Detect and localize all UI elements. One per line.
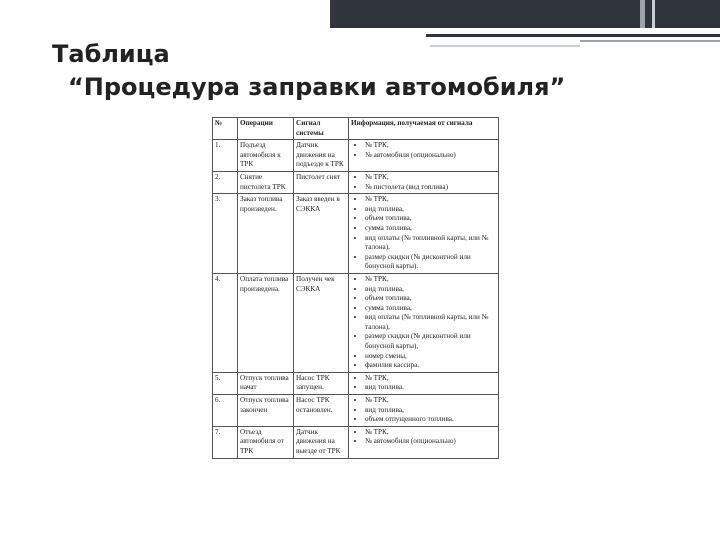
cell-signal: Насос ТРК запущен. [294, 372, 349, 394]
cell-num: 3. [213, 194, 238, 274]
cell-num: 2. [213, 171, 238, 193]
cell-info [349, 171, 499, 193]
procedure-table [212, 117, 499, 459]
info-list [351, 374, 496, 393]
cell-operation: Заказ топлива произведен. [238, 194, 294, 274]
header-num: № [213, 118, 238, 140]
info-list [351, 141, 496, 160]
info-item: • № ТРК, [365, 374, 496, 384]
info-item: • вид оплаты (№ топливной карты, или № талона), [365, 313, 496, 332]
title-rule-dark [426, 34, 720, 37]
cell-info [349, 426, 499, 458]
cell-info [349, 140, 499, 172]
info-item: • объем топлива, [365, 294, 496, 304]
cell-signal: Датчик движения на выезде от ТРК [294, 426, 349, 458]
cell-num: 6. [213, 395, 238, 427]
cell-operation: Оплата топлива произведена. [238, 273, 294, 372]
info-list [351, 396, 496, 425]
cell-num: 1. [213, 140, 238, 172]
info-item: • размер скидки (№ дисконтной или бонусной карты). [365, 253, 496, 272]
cell-operation: Отпуск топлива закончен [238, 395, 294, 427]
header-info: Информация, получаемая от сигнала [349, 118, 499, 140]
cell-info [349, 395, 499, 427]
info-list [351, 428, 496, 447]
cell-info [349, 194, 499, 274]
cell-operation: Отъезд автомобиля от ТРК [238, 426, 294, 458]
info-item: • № ТРК, [365, 173, 496, 183]
info-item: • вид оплаты (№ топливной карты, или № талона), [365, 234, 496, 253]
info-item: • размер скидки (№ дисконтной или бонусной карты), [365, 332, 496, 351]
table-row [213, 372, 499, 394]
info-item: • вид топлива, [365, 205, 496, 215]
info-item: • объем отпущенного топлива. [365, 415, 496, 425]
info-item: • сумма топлива, [365, 224, 496, 234]
cell-info [349, 372, 499, 394]
cell-signal: Датчик движения на подъезде к ТРК [294, 140, 349, 172]
cell-num: 7. [213, 426, 238, 458]
info-item: • № ТРК, [365, 195, 496, 205]
cell-operation: Отпуск топлива начат [238, 372, 294, 394]
cell-operation: Снятие пистолета ТРК [238, 171, 294, 193]
info-item: • вид топлива, [365, 406, 496, 416]
table-header-row [213, 118, 499, 140]
cell-info [349, 273, 499, 372]
cell-num: 4. [213, 273, 238, 372]
info-item: • № автомобиля (опционально) [365, 151, 496, 161]
info-list [351, 195, 496, 272]
procedure-table-wrap [212, 117, 498, 459]
info-item: • № пистолета (вид топлива) [365, 183, 496, 193]
table-row [213, 395, 499, 427]
cell-signal: Пистолет снят [294, 171, 349, 193]
cell-operation: Подъезд автомобиля к ТРК [238, 140, 294, 172]
top-stripe-light [652, 0, 655, 28]
info-item: • вид топлива, [365, 285, 496, 295]
slide-title-line2: “Процедура заправки автомобиля” [68, 73, 566, 101]
info-item: • номер смены, [365, 352, 496, 362]
info-item: • вид топлива. [365, 383, 496, 393]
info-item: • объем топлива, [365, 214, 496, 224]
table-body [213, 140, 499, 458]
top-decor-bar [0, 0, 720, 28]
info-list [351, 173, 496, 192]
header-signal: Сигнал системы [294, 118, 349, 140]
slide-title-line1: Таблица [52, 40, 170, 68]
info-item: • № ТРК, [365, 275, 496, 285]
top-stripe [640, 0, 645, 28]
table-row [213, 140, 499, 172]
info-item: • № ТРК, [365, 428, 496, 438]
info-item: • сумма топлива, [365, 304, 496, 314]
table-row [213, 426, 499, 458]
table-row [213, 171, 499, 193]
info-item: • № ТРК, [365, 141, 496, 151]
cell-signal: Заказ введен в СЭККА [294, 194, 349, 274]
info-item: • № ТРК, [365, 396, 496, 406]
table-row [213, 194, 499, 274]
cell-num: 5. [213, 372, 238, 394]
info-item: • № автомобиля (опционально) [365, 437, 496, 447]
info-item: • фамилия кассира. [365, 361, 496, 371]
cell-signal: Получен чек СЭККА [294, 273, 349, 372]
table-row [213, 273, 499, 372]
cell-signal: Насос ТРК остановлен. [294, 395, 349, 427]
info-list [351, 275, 496, 371]
slide-title [52, 38, 692, 104]
top-dark-band [330, 0, 720, 28]
header-operation: Операции [238, 118, 294, 140]
